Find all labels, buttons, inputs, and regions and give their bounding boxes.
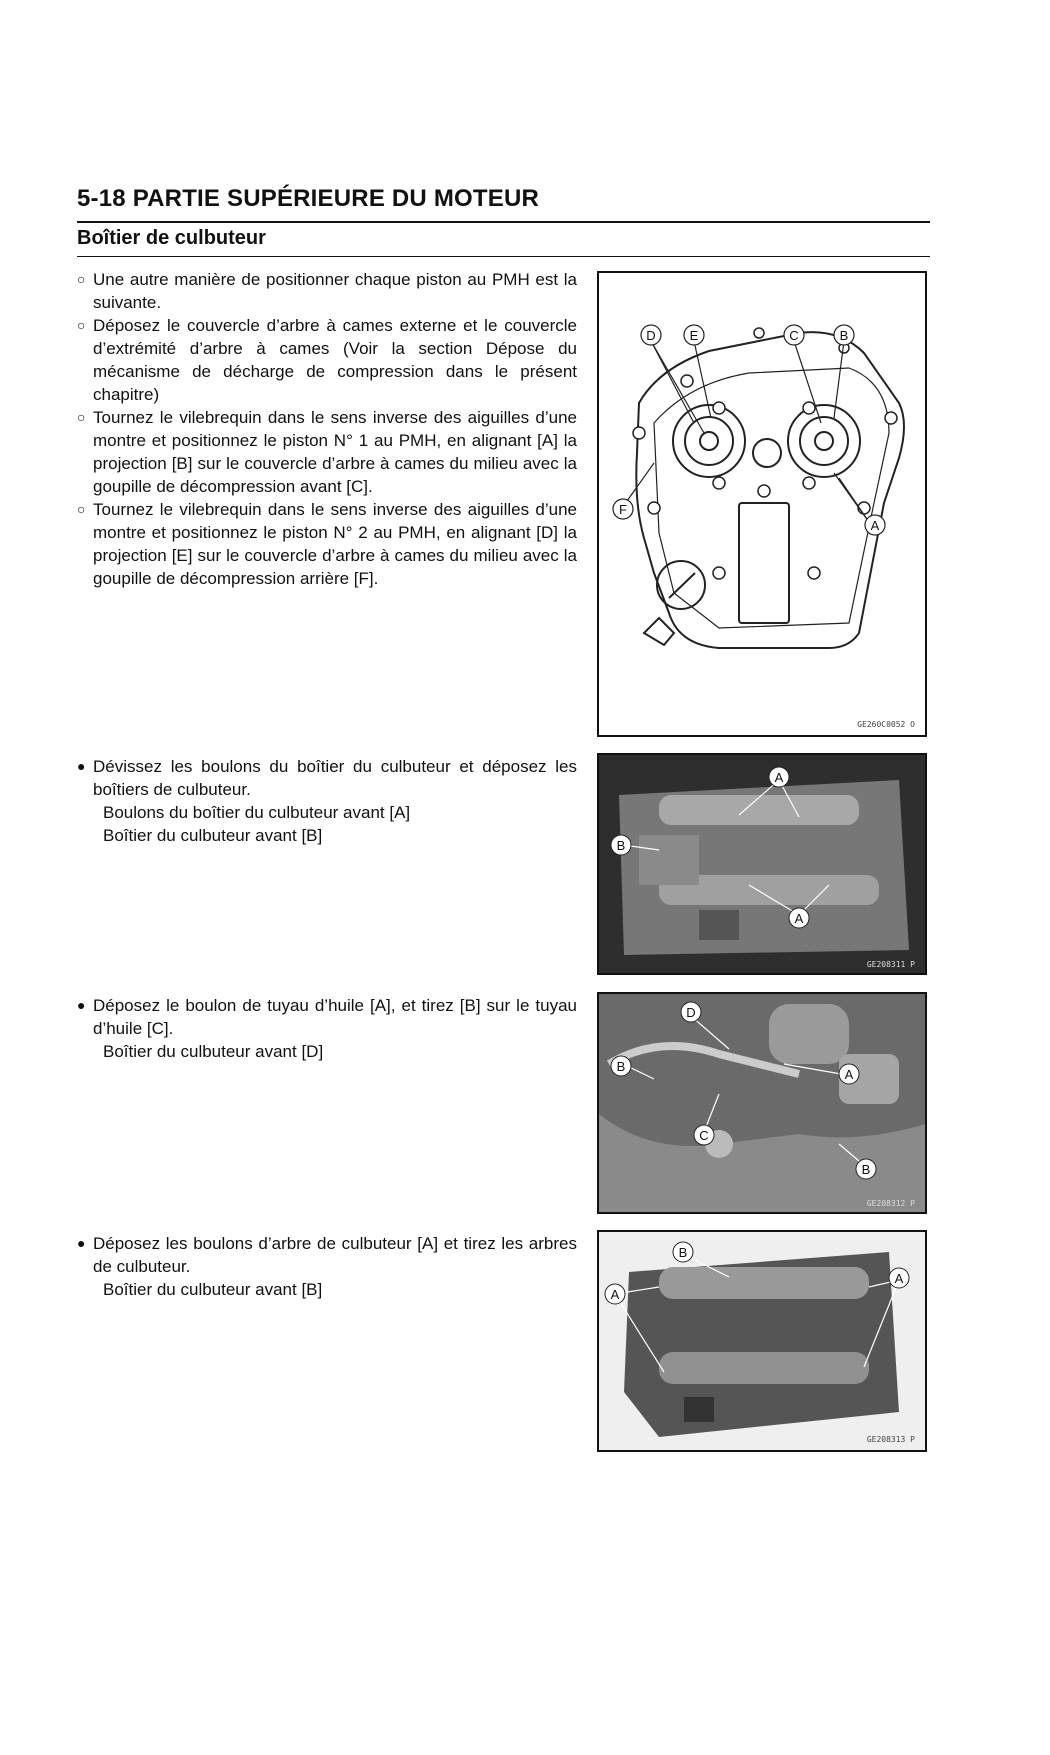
- circle-bullet-icon: ○: [77, 317, 86, 333]
- callout-a: A: [870, 518, 880, 533]
- figure-legend-line: Boîtier du culbuteur avant [B]: [103, 826, 323, 845]
- figure-code: GE208313 P: [866, 1435, 915, 1444]
- step-paragraph: ○ Tournez le vilebrequin dans le sens inverse des aiguilles d’une montre et positionnez le piston N° 1 au PMH, en alignant [A] la projection [B] sur le couvercle d’arbre à cames du milieu avec la goupille de décompression avant [C].: [77, 408, 577, 496]
- procedure-block-4: [77, 1232, 577, 1301]
- circle-bullet-icon: ○: [77, 271, 86, 287]
- step-paragraph: ○ Tournez le vilebrequin dans le sens inverse des aiguilles d’une montre et positionnez le piston N° 2 au PMH, en alignant [D] la projection [E] sur le couvercle d’arbre à cames du milieu avec la goupille de décompression arrière [F].: [77, 500, 577, 588]
- callout-f: F: [619, 502, 627, 517]
- section-title: Boîtier de culbuteur: [77, 227, 266, 249]
- callout-b: B: [616, 1059, 626, 1074]
- rocker-shaft-photo: [597, 1230, 927, 1452]
- rocker-case-photo-1: [597, 753, 927, 975]
- figure-code: GE208312 P: [866, 1199, 915, 1208]
- circle-bullet-icon: ○: [77, 501, 86, 517]
- callout-e: E: [689, 328, 699, 343]
- callout-a: A: [894, 1271, 904, 1286]
- figure-code: GE260C0052 O: [857, 720, 915, 729]
- step-paragraph: ● Déposez les boulons d’arbre de culbuteur [A] et tirez les arbres de culbuteur.: [77, 1234, 577, 1276]
- procedure-block-3: [77, 994, 577, 1063]
- camshaft-cover-diagram: [597, 271, 927, 737]
- bullet-icon: ●: [77, 758, 86, 774]
- callout-d: D: [646, 328, 656, 343]
- callout-c: C: [789, 328, 799, 343]
- header-rule: [77, 221, 930, 223]
- callout-c: C: [699, 1128, 709, 1143]
- callout-a: A: [844, 1067, 854, 1082]
- procedure-block-1: [77, 268, 577, 590]
- callout-a: A: [774, 770, 784, 785]
- callout-b: B: [861, 1162, 871, 1177]
- circle-bullet-icon: ○: [77, 409, 86, 425]
- procedure-block-2: [77, 755, 577, 847]
- bullet-icon: ●: [77, 997, 86, 1013]
- step-paragraph: ○ Une autre manière de positionner chaque piston au PMH est la suivante.: [77, 270, 577, 312]
- callout-a: A: [610, 1287, 620, 1302]
- step-paragraph: ● Déposez le boulon de tuyau d’huile [A], et tirez [B] sur le tuyau d’huile [C].: [77, 996, 577, 1038]
- oil-pipe-photo: [597, 992, 927, 1214]
- callout-a: A: [794, 911, 804, 926]
- step-paragraph: ○ Déposez le couvercle d’arbre à cames externe et le couvercle d’extrémité d’arbre à cames (Voir la section Dépose du mécanisme de décharge de compression dans le présent chapitre): [77, 316, 577, 404]
- step-paragraph: ● Dévissez les boulons du boîtier du culbuteur et déposez les boîtiers de culbuteur.: [77, 757, 577, 799]
- callout-b: B: [839, 328, 849, 343]
- figure-legend-line: Boulons du boîtier du culbuteur avant [A]: [103, 803, 411, 822]
- figure-code: GE208311 P: [866, 960, 915, 969]
- bullet-icon: ●: [77, 1235, 86, 1251]
- chapter-title: 5-18 PARTIE SUPÉRIEURE DU MOTEUR: [77, 185, 540, 212]
- figure-legend-line: Boîtier du culbuteur avant [B]: [103, 1280, 323, 1299]
- callout-b: B: [678, 1245, 688, 1260]
- section-rule: [77, 256, 930, 257]
- page-header: [77, 183, 930, 215]
- figure-legend-line: Boîtier du culbuteur avant [D]: [103, 1042, 324, 1061]
- callout-d: D: [686, 1005, 696, 1020]
- callout-b: B: [616, 838, 626, 853]
